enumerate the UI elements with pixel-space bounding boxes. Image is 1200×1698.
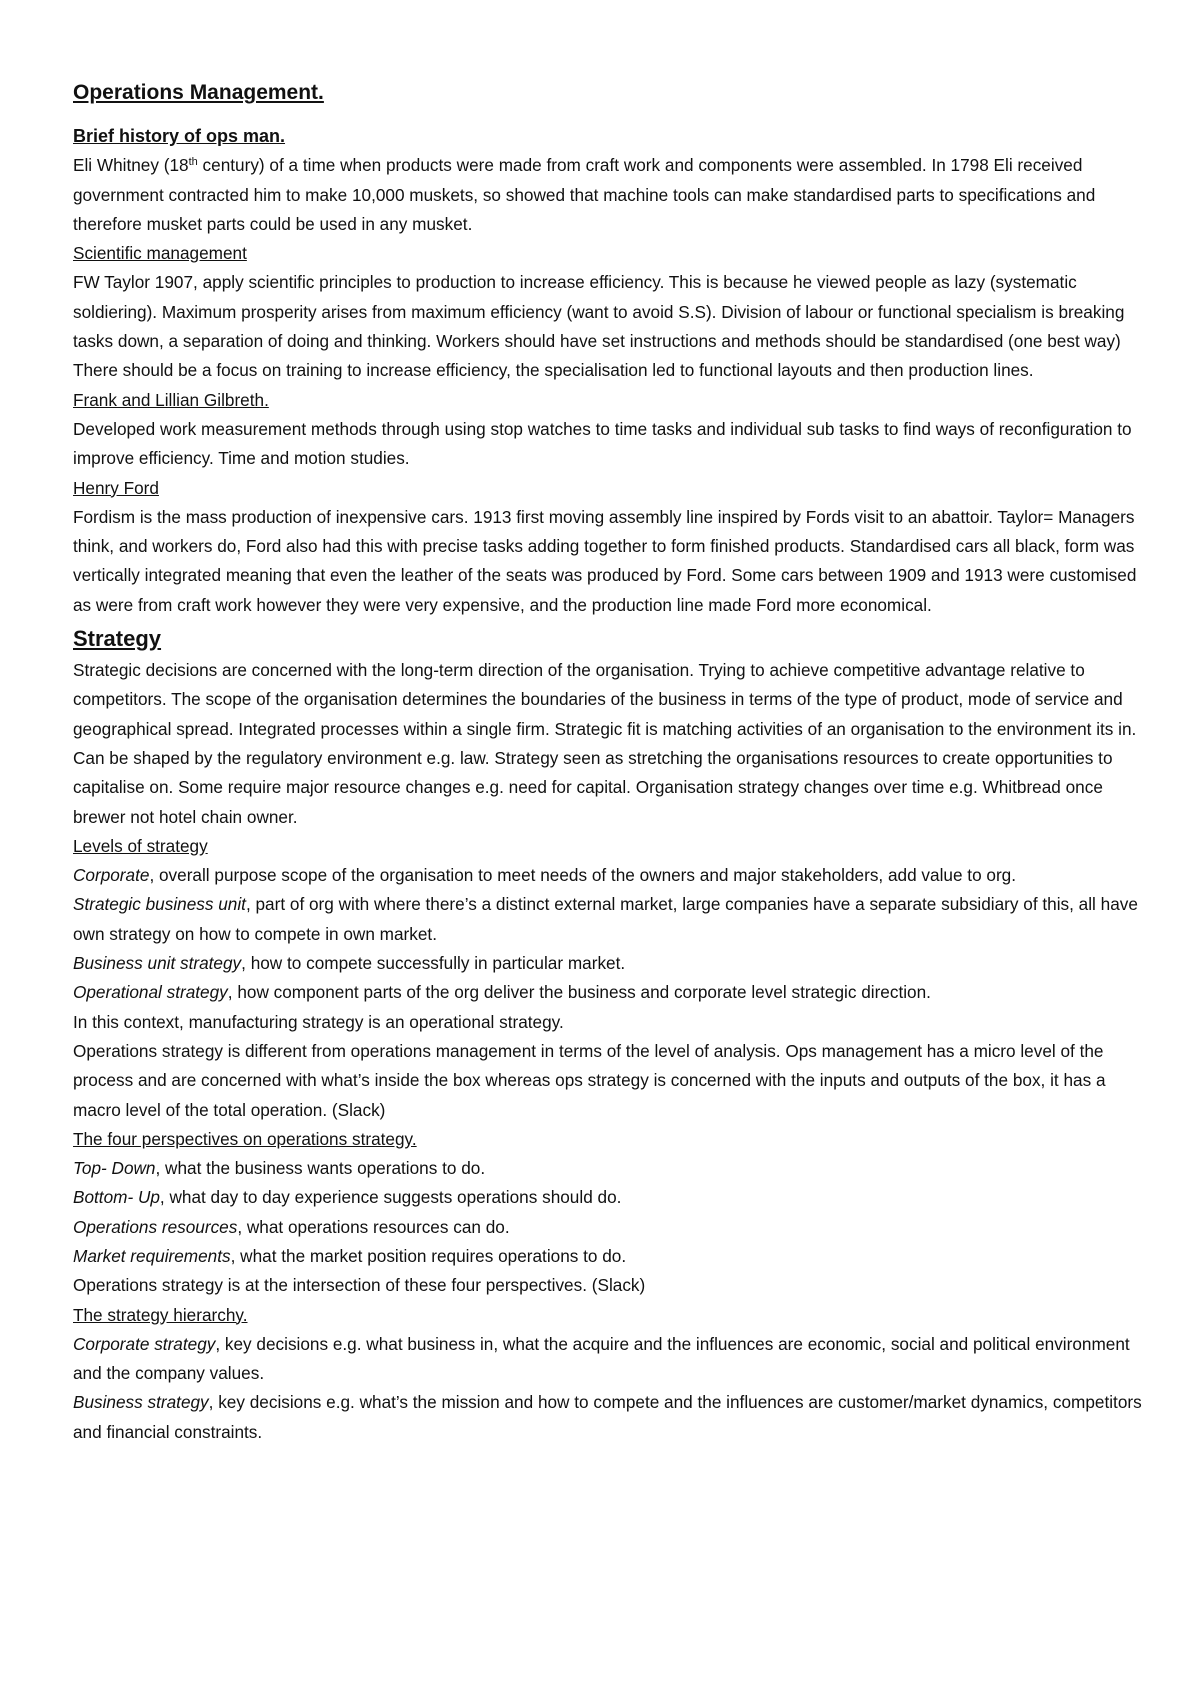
levels-heading: Levels of strategy [73, 835, 208, 856]
gilbreth-heading: Frank and Lillian Gilbreth. [73, 389, 269, 410]
perspective-text: , what the business wants operations to do. [155, 1158, 486, 1179]
scientific-paragraph: FW Taylor 1907, apply scientific principles to production to increase efficiency. This is because he viewed people as lazy (systematic soldiering). Maximum prosperity arises from maximum efficiency (want to avoid S.S). Division of labour or functional specialism is breaking tasks down, a separation of doing and thinking. Workers should have set instructions and methods should be standardised (one best way) There should be a focus on training to increase efficiency, the specialisation led to functional layouts and then production lines. [73, 272, 1125, 381]
perspective-item [73, 1183, 1143, 1212]
perspective-text: , what operations resources can do. [237, 1216, 510, 1237]
level-item [73, 890, 1143, 949]
hierarchy-text: , key decisions e.g. what business in, what the acquire and the influences are economic, social and political environment and the company values. [73, 1333, 1130, 1384]
hierarchy-term: Business strategy [73, 1392, 209, 1413]
perspective-term: Operations resources [73, 1216, 238, 1237]
perspective-item [73, 1213, 1143, 1242]
level-item [73, 978, 1143, 1007]
perspective-term: Bottom- Up [73, 1187, 160, 1208]
level-item [73, 861, 1143, 890]
hierarchy-heading: The strategy hierarchy. [73, 1304, 248, 1325]
ford-paragraph: Fordism is the mass production of inexpensive cars. 1913 first moving assembly line inspired by Fords visit to an abattoir. Taylor= Managers think, and workers do, Ford also had this with precise tasks adding together to form finished products. Standardised cars all black, form was vertically integrated meaning that even the leather of the seats was produced by Ford. Some cars between 1909 and 1913 were customised as were from craft work however they were very expensive, and the production line made Ford more economical. [73, 506, 1137, 615]
hierarchy-term: Corporate strategy [73, 1333, 216, 1354]
hierarchy-text: , key decisions e.g. what’s the mission and how to compete and the influences are customer/market dynamics, competitors and financial constraints. [73, 1392, 1142, 1442]
level-term: Corporate [73, 865, 150, 886]
gilbreth-paragraph: Developed work measurement methods through using stop watches to time tasks and individual sub tasks to find ways of reconfiguration to improve efficiency. Time and motion studies. [73, 418, 1132, 469]
context-line: In this context, manufacturing strategy is an operational strategy. [73, 1011, 564, 1032]
level-term: Business unit strategy [73, 953, 242, 974]
whitney-text-b: century) of a time when products were made from craft work and components were assembled. In 1798 Eli received government contracted him to make 10,000 muskets, so showed that machine tools can make standardised parts to specifications and therefore musket parts could be used in any musket. [73, 155, 1096, 234]
perspective-term: Market requirements [73, 1245, 231, 1266]
document-page [73, 78, 1143, 1447]
four-perspectives-heading: The four perspectives on operations strategy. [73, 1128, 417, 1149]
level-text: , part of org with where there’s a distinct external market, large companies have a separate subsidiary of this, all have own strategy on how to compete in own market. [73, 894, 1138, 944]
whitney-text-a: Eli Whitney (18 [73, 155, 189, 176]
perspective-item [73, 1154, 1143, 1183]
level-text: , how component parts of the org deliver the business and corporate level strategic direction. [227, 982, 931, 1003]
strategy-heading: Strategy [73, 626, 162, 652]
level-term: Operational strategy [73, 982, 228, 1003]
strategy-paragraph: Strategic decisions are concerned with the long-term direction of the organisation. Trying to achieve competitive advantage relative to competitors. The scope of the organisation determines the boundaries of the business in terms of the type of product, mode of service and geographical spread. Integrated processes within a single firm. Strategic fit is matching activities of an organisation to the environment its in. Can be shaped by the regulatory environment e.g. law. Strategy seen as stretching the organisations resources to create opportunities to capitalise on. Some require major resource changes e.g. need for capital. Organisation strategy changes over time e.g. Whitbread once brewer not hotel chain owner. [73, 660, 1137, 827]
whitney-paragraph [73, 151, 1143, 239]
document-title: Operations Management. [73, 81, 324, 104]
intersection-line: Operations strategy is at the intersection of these four perspectives. (Slack) [73, 1275, 646, 1296]
whitney-superscript: th [188, 156, 198, 169]
ops-difference-paragraph: Operations strategy is different from operations management in terms of the level of analysis. Ops management has a micro level of the process and are concerned with what’s inside the box whereas ops strategy is concerned with the inputs and outputs of the box, it has a macro level of the total operation. (Slack) [73, 1040, 1106, 1120]
perspective-term: Top- Down [73, 1158, 156, 1179]
history-heading: Brief history of ops man. [73, 126, 286, 146]
scientific-heading: Scientific management [73, 243, 247, 264]
level-text: , how to compete successfully in particular market. [241, 953, 626, 974]
level-item [73, 949, 1143, 978]
perspective-item [73, 1242, 1143, 1271]
level-term: Strategic business unit [73, 894, 246, 915]
perspective-text: , what the market position requires operations to do. [230, 1245, 627, 1266]
level-text: , overall purpose scope of the organisation to meet needs of the owners and major stakeholders, add value to org. [149, 865, 1017, 886]
hierarchy-item [73, 1330, 1143, 1389]
ford-heading: Henry Ford [73, 477, 159, 498]
perspective-text: , what day to day experience suggests operations should do. [159, 1187, 622, 1208]
hierarchy-item [73, 1388, 1143, 1447]
